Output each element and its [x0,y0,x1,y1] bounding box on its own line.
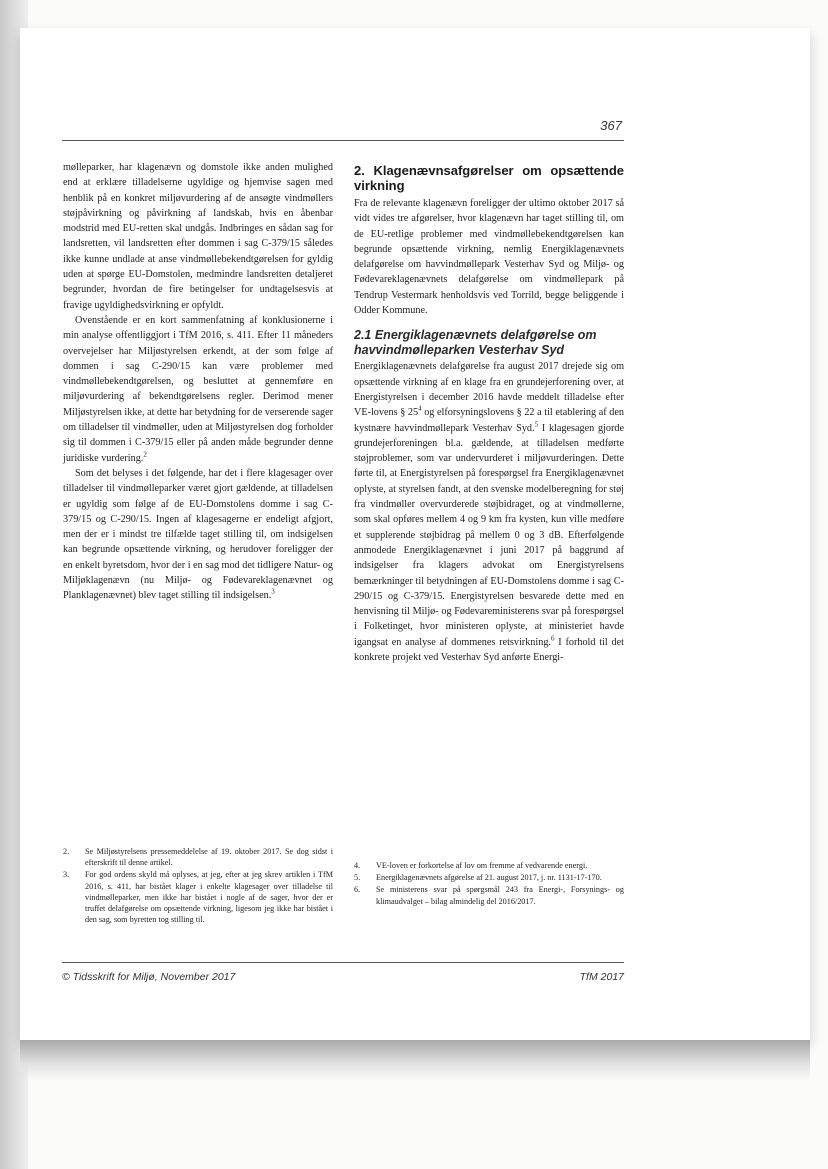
paragraph: mølleparker, har klagenævn og domstole ikke anden mulighed end at erklære tilladelserne ugyldige og hjemvise sagen med henblik på en konkret miljøvurdering af de ansøgte vindmøllers støjpåvirkning og påvirkning af landskab, hvis en åbenbar modstrid med EU-retten skal undgås. Indbringes en sådan sag for landsretten, vil landsretten efter dommen i sag C-379/15 således ikke kunne undlade at anse vindmøllebekendtgørelsen for gyldig uden at spørge EU-Domstolen, medmindre landsretten detaljeret begrunder, hvordan de fire betingelser for undtagelsesvis at fravige ugyldighedsvirkning er opfyldt. [63,162,333,311]
footnote: 5. Energiklagenævnets afgørelse af 21. august 2017, j. nr. 1131-17-170. [354,873,602,883]
paragraph: Som det belyses i det følgende, har det i flere klagesager over tilladelser til vindmølleparker været gjort gældende, at tilladelsen er ugyldig som følge af de EU-Domstolens domme i sag C-379/15 og C-290/15. Ingen af klagesagerne er endeligt afgjort, men der er i mindst tre tilfælde taget stilling til, om indsigelsen kan begrunde opsættende virkning, og herudover foreligger der en enkelt byretsdom, hvor der i en sag mod det tidligere Natur- og Miljøklagenævn (nu Miljø- og Fødevareklagenævnet og Planklagenævnet) blev taget stilling til indsigelsen.$^3$ [63,467,333,602]
footer-rule [62,962,624,963]
header-rule [62,140,624,141]
footnote-ref: 2 [143,450,147,459]
footnote-ref: 3 [271,587,275,596]
footnote: 2. Se Miljøstyrelsens pressemeddelelse af 19. oktober 2017. Se dog sidst i efterskrift til denne artikel. [63,847,333,868]
footnote: 4. VE-loven er forkortelse af lov om fremme af vedvarende energi. [354,861,588,870]
footnotes-left [63,846,333,926]
paragraph: Fra de relevante klagenævn foreligger der ultimo oktober 2017 så vidt vides tre afgørelser, hvor klagenævn har taget stilling til, om de EU-retlige problemer med vindmøllebekendtgørelsen kan begrunde opsættende virkning, nemlig Energiklagenævnets delafgørelse om havvindmøllepark Vesterhav Syd og Miljø- og Fødevareklagenævnets delafgørelse om vindmøllepark på Tendrup Vestermark henholdsvis ved Torrild, begge beliggende i Odder Kommune. [354,198,624,317]
footnotes-right [354,860,624,908]
footnote-ref: 6 [550,634,555,643]
right-column [354,164,624,665]
page-number: 367 [600,118,622,133]
left-column [63,160,333,604]
footnote-ref: 4 [418,404,422,413]
paragraph: Energiklagenævnets delafgørelse fra august 2017 drejede sig om opsættende virkning af en klage fra en grundejerforening over, at Energistyrelsen i december 2016 havde meddelt tilladelse efter VE-lovens § $25^4$ og elforsyningslovens § 22 a til etablering af den kystnære havvindmøllepark Vesterhav Syd.$^5$ I klagesagen gjorde grundejerforeningen bl.a. gældende, at tilladelsen medførte støjproblemer, som var undervurderet i miljøvurderingen. Dette førte til, at Energistyrelsen på forespørgsel fra Energiklagenævnet oplyste, at styrelsen fandt, at den svenske modelberegning for støj fra vindmøller overvurderede støjbidraget, og at vindmøllerne, som skal opføres mellem 4 og 9 km fra kysten, kun ville medføre et supplerende støjbidrag på mellem 0 og 3 dB. Efterfølgende anmodede Energiklagenævnet i juni 2017 på baggrund af indsigelser fra klagers advokat om Energistyrelsens bemærkninger til betydningen af EU-Domstolens domme i sag C-290/15 og C-379/15. Energistyrelsen besvarede dette med en henvisning til Miljø- og Fødevareministerens svar på forespørgsel i Folketinget, hvor ministeren oplyste, at ministeriet havde igangsat en analyse af dommenes retsvirkning.$^6$ I forhold til det konkrete projekt ved Vesterhav Syd anførte Energi- [354,361,624,664]
section-heading: 2. Klagenævnsafgørelser om opsættende virkning [354,163,624,193]
subsection-heading: 2.1 Energiklagenævnets delafgørelse om havvindmølleparken Vesterhav Syd [354,328,597,357]
footnote: 3. For god ordens skyld må oplyses, at jeg, efter at jeg skrev artiklen i TfM 2016, s. 411, har bistået klager i enkelte klagesager over tilladelse til vindmølleparker, men ikke har bistået i nogle af de sager, hvor der er truffet delafgørelse om opsættende virkning, ligesom jeg ikke har bistået i den sag, som byretten tog stilling til. [63,870,333,925]
footer-copyright: © Tidsskrift for Miljø, November 2017 [62,971,236,983]
page-bottom-shadow [20,1040,810,1080]
footer-journal: TfM 2017 [579,971,624,983]
paragraph: Ovenstående er en kort sammenfatning af konklusionerne i min analyse offentliggjort i TfM 2016, s. 411. Efter 11 måneders overvejelser har Miljøstyrelsen erkendt, at der som følge af dommen i sag C-290/15 kan være problemer med vindmøllebekendtgørelsen, og besluttet at gennemføre en miljøvurdering af bekendtgørelsens regler. Derimod mener Miljøstyrelsen ikke, at dette har betydning for de verserende sager om tilladelser til vindmøller, uden at Miljøstyrelsen dog forholder sig til dommen i C-379/15 eller på anden måde begrunder denne juridiske vurdering.$^2$ [63,314,333,464]
footnote-ref: 5 [534,420,539,429]
footnote: 6. Se ministerens svar på spørgsmål 243 fra Energi-, Forsynings- og klimaudvalget – bilag almindelig del 2016/2017. [354,885,624,906]
